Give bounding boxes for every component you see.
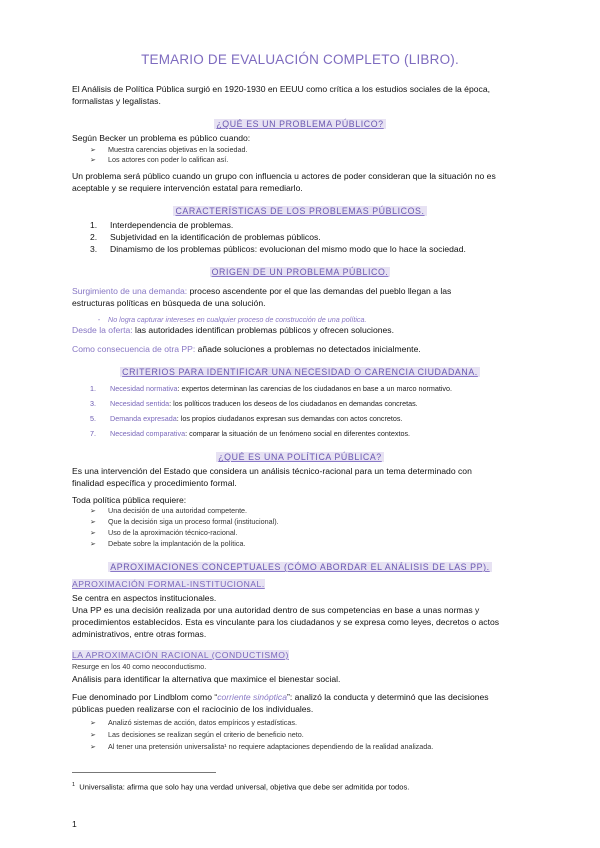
list-item: 2. Subjetividad en la identificación de problemas públicos. [90,232,321,242]
list-item: ➢ Que la decisión siga un proceso formal (institucional). [90,517,279,526]
intro-line-2: formalistas y legalistas. [72,96,161,106]
arrow-bullet-icon: ➢ [90,718,97,727]
footnote-separator [72,772,216,773]
heading-politica-publica: ¿QUÉ ES UNA POLÍTICA PÚBLICA? [218,452,382,462]
formal-line-2: Una PP es una decisión realizada por una autoridad dentro de sus competencias en base a unas normas y [72,605,480,615]
heading-problema-publico: ¿QUÉ ES UN PROBLEMA PÚBLICO? [216,119,384,129]
arrow-bullet-icon: ➢ [90,145,97,154]
list-item: 1. Interdependencia de problemas. [90,220,234,230]
subheading-racional: LA APROXIMACIÓN RACIONAL (CONDUCTISMO) [72,650,289,660]
list-item: ➢ Debate sobre la implantación de la política. [90,539,246,548]
footnote: $^1$ Universalista: afirma que solo hay una verdad universal, objetiva que debe ser admitida por todos. [72,782,410,792]
politica-para-line-1: Es una intervención del Estado que considera un análisis técnico-racional para un tema determinado con [72,466,472,476]
arrow-bullet-icon: ➢ [90,506,97,515]
demanda-line-2: estructuras políticas en búsqueda de una solución. [72,298,266,308]
arrow-bullet-icon: ➢ [90,528,97,537]
list-item: ➢ Al tener una pretensión universalista¹ no requiere adaptaciones dependiendo de la realidad analizada. [90,742,434,751]
subheading-formal-institucional: APROXIMACIÓN FORMAL-INSTITUCIONAL. [72,579,265,589]
list-item: 3. Dinamismo de los problemas públicos: evolucionan del mismo modo que lo hace la sociedad. [90,244,466,254]
arrow-bullet-icon: ➢ [90,539,97,548]
politica-para-line-2: finalidad específica y procedimiento formal. [72,478,237,488]
list-item: ➢ Los actores con poder lo califican así. [90,155,229,164]
problema-para-line-2: aceptable y se requiere intervención estatal para remediarlo. [72,183,303,193]
list-item: ➢ Muestra carencias objetivas en la sociedad. [90,145,248,154]
consecuencia-line: Como consecuencia de otra PP: añade soluciones a problemas no detectados inicialmente. [72,344,421,354]
arrow-bullet-icon: ➢ [90,517,97,526]
heading-origen: ORIGEN DE UN PROBLEMA PÚBLICO. [211,267,389,277]
lindblom-line-2: públicas pueden realizarse con el raciocinio de los individuales. [72,704,314,714]
list-item: ➢ Analizó sistemas de acción, datos empíricos y estadísticas. [90,718,297,727]
heading-aproximaciones: APROXIMACIONES CONCEPTUALES (CÓMO ABORDAR EL ANÁLISIS DE LAS PP). [110,562,490,572]
arrow-bullet-icon: ➢ [90,730,97,739]
list-item: ➢ Una decisión de una autoridad competente. [90,506,248,515]
demanda-note: - No logra capturar intereses en cualquier proceso de construcción de una política. [97,315,367,324]
formal-line-4: administrativos, entre otras formas. [72,629,207,639]
demanda-line-1: Surgimiento de una demanda: proceso ascendente por el que las demandas del pueblo llegan a las [72,286,452,296]
lindblom-line-1: Fue denominado por Lindblom como “corriente sinóptica”: analizó la conducta y determinó que las decisiones [72,692,489,702]
racional-small-line: Resurge en los 40 como neoconductismo. [72,662,207,671]
list-item: 5. Demanda expresada: los propios ciudadanos expresan sus demandas con actos concretos. [90,414,403,423]
document-title: TEMARIO DE EVALUACIÓN COMPLETO (LIBRO). [141,52,459,67]
politica-lead: Toda política pública requiere: [72,495,187,505]
intro-line-1: El Análisis de Política Pública surgió en 1920-1930 en EEUU como crítica a los estudios sociales de la época, [72,84,490,94]
list-item: ➢ Uso de la aproximación técnico-racional. [90,528,238,537]
page-number: 1 [72,819,77,829]
heading-caracteristicas: CARACTERÍSTICAS DE LOS PROBLEMAS PÚBLICOS. [175,206,425,216]
becker-lead: Según Becker un problema es público cuando: [72,133,251,143]
problema-para-line-1: Un problema será público cuando un grupo con influencia u actores de poder consideran que la situación no es [72,171,496,181]
oferta-line: Desde la oferta: las autoridades identifican problemas públicos y ofrecen soluciones. [72,325,394,335]
formal-line-3: procedimientos establecidos. Esta es vinculante para los ciudadanos y se expresa como leyes, decretos o actos [72,617,500,627]
list-item: 3. Necesidad sentida: los políticos traducen los deseos de los ciudadanos en demandas concretas. [90,399,418,408]
racional-line: Análisis para identificar la alternativa que maximice el bienestar social. [72,674,341,684]
arrow-bullet-icon: ➢ [90,742,97,751]
list-item: 1. Necesidad normativa: expertos determinan las carencias de los ciudadanos en base a un marco normativo. [90,384,453,393]
heading-criterios: CRITERIOS PARA IDENTIFICAR UNA NECESIDAD O CARENCIA CIUDADANA. [122,367,478,377]
list-item: 7. Necesidad comparativa: comparar la situación de un fenómeno social en diferentes contextos. [90,429,411,438]
arrow-bullet-icon: ➢ [90,155,97,164]
list-item: ➢ Las decisiones se realizan según el criterio de beneficio neto. [90,730,304,739]
formal-line-1: Se centra en aspectos institucionales. [72,593,217,603]
